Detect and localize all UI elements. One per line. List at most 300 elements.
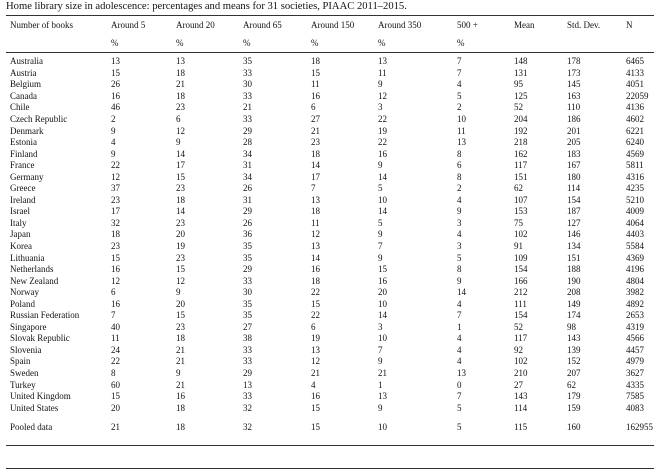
table-caption: Home library size in adolescence: percentages and means for 31 societies, PIAAC 2011–2015. [6, 1, 407, 12]
value-cell: 33 [243, 114, 252, 124]
country-cell: France [10, 160, 35, 171]
value-cell: 5 [457, 252, 462, 263]
pooled-value: 10 [378, 422, 387, 433]
value-cell: 180 [567, 171, 581, 182]
pooled-value: 5 [457, 422, 462, 433]
value-cell: 1 [378, 379, 383, 390]
value-cell: 35 [243, 241, 252, 252]
value-cell: 4051 [626, 79, 644, 90]
value-cell: 22 [378, 114, 387, 124]
value-cell: 20 [176, 298, 185, 309]
value-cell: 4979 [626, 356, 644, 367]
value-cell: 145 [567, 79, 581, 90]
value-cell: 34 [243, 148, 252, 159]
value-cell: 4 [457, 229, 462, 240]
value-cell: 26 [243, 183, 252, 194]
value-cell: 32 [243, 402, 252, 413]
value-cell: 7 [378, 241, 383, 252]
country-cell: Israel [10, 206, 30, 217]
value-cell: 92 [514, 344, 523, 355]
value-cell: 21 [176, 379, 185, 390]
value-cell: 12 [311, 356, 320, 367]
value-cell: 2 [111, 114, 116, 124]
value-cell: 11 [111, 333, 120, 344]
table-row [6, 114, 654, 126]
pooled-value: 32 [243, 422, 252, 433]
value-cell: 205 [567, 137, 581, 148]
value-cell: 3 [457, 217, 462, 228]
value-cell: 15 [176, 171, 185, 182]
value-cell: 186 [567, 114, 581, 124]
country-cell: Czech Republic [10, 114, 68, 124]
value-cell: 13 [457, 368, 466, 379]
column-header: N [626, 19, 633, 30]
value-cell: 154 [514, 264, 528, 275]
value-cell: 10 [378, 298, 387, 309]
value-cell: 11 [311, 217, 320, 228]
value-cell: 14 [311, 252, 320, 263]
value-cell: 21 [243, 102, 252, 113]
value-cell: 134 [567, 241, 581, 252]
value-cell: 174 [567, 310, 581, 321]
value-cell: 23 [176, 102, 185, 113]
value-cell: 3 [457, 241, 462, 252]
value-cell: 173 [567, 67, 581, 78]
value-cell: 3982 [626, 287, 644, 298]
value-cell: 167 [567, 160, 581, 171]
table-row [6, 252, 654, 264]
unit-cell: % [311, 37, 319, 48]
value-cell: 36 [243, 229, 252, 240]
pooled-value: 21 [111, 422, 120, 433]
value-cell: 35 [243, 56, 252, 67]
value-cell: 6465 [626, 56, 644, 67]
value-cell: 5 [378, 183, 383, 194]
value-cell: 15 [311, 402, 320, 413]
table-row [6, 287, 654, 299]
pooled-row [6, 418, 654, 438]
value-cell: 187 [567, 206, 581, 217]
value-cell: 40 [111, 321, 120, 332]
value-cell: 163 [567, 90, 581, 101]
table-row [6, 125, 654, 137]
value-cell: 4196 [626, 264, 644, 275]
unit-cell: % [457, 37, 465, 48]
column-header: 500 + [457, 19, 478, 30]
value-cell: 17 [111, 206, 120, 217]
value-cell: 4335 [626, 379, 644, 390]
table-row [6, 391, 654, 403]
value-cell: 9 [176, 287, 181, 298]
country-cell: Belgium [10, 79, 41, 90]
value-cell: 125 [514, 90, 528, 101]
value-cell: 29 [243, 206, 252, 217]
value-cell: 4369 [626, 252, 644, 263]
value-cell: 154 [567, 194, 581, 205]
value-cell: 9 [111, 148, 116, 159]
value-cell: 12 [176, 125, 185, 136]
value-cell: 23 [176, 183, 185, 194]
value-cell: 8 [457, 264, 462, 275]
value-cell: 15 [311, 67, 320, 78]
value-cell: 75 [514, 217, 523, 228]
value-cell: 62 [567, 379, 576, 390]
table-row [6, 56, 654, 68]
table-row [6, 137, 654, 149]
value-cell: 114 [567, 183, 581, 194]
value-cell: 4083 [626, 402, 644, 413]
value-cell: 153 [514, 206, 528, 217]
table-row [6, 229, 654, 241]
value-cell: 15 [111, 252, 120, 263]
country-cell: Finland [10, 148, 38, 159]
table-row [6, 160, 654, 172]
value-cell: 9 [111, 125, 116, 136]
value-cell: 16 [311, 391, 320, 402]
value-cell: 5 [457, 90, 462, 101]
value-cell: 13 [311, 194, 320, 205]
table-row [6, 171, 654, 183]
value-cell: 19 [176, 241, 185, 252]
country-cell: Spain [10, 356, 31, 367]
value-cell: 21 [311, 368, 320, 379]
value-cell: 17 [311, 171, 320, 182]
value-cell: 9 [176, 137, 181, 148]
value-cell: 14 [378, 310, 387, 321]
value-cell: 4 [457, 333, 462, 344]
value-cell: 33 [243, 344, 252, 355]
unit-row [6, 34, 654, 52]
value-cell: 23 [311, 137, 320, 148]
value-cell: 9 [457, 206, 462, 217]
value-cell: 210 [514, 368, 528, 379]
value-cell: 208 [567, 287, 581, 298]
value-cell: 107 [514, 194, 528, 205]
value-cell: 35 [243, 252, 252, 263]
value-cell: 31 [243, 194, 252, 205]
table-row [6, 298, 654, 310]
value-cell: 52 [514, 102, 523, 113]
value-cell: 9 [378, 79, 383, 90]
value-cell: 8 [111, 368, 116, 379]
value-cell: 5 [457, 402, 462, 413]
value-cell: 95 [514, 79, 523, 90]
value-cell: 19 [311, 333, 320, 344]
value-cell: 9 [378, 402, 383, 413]
table-row [6, 402, 654, 414]
value-cell: 114 [514, 402, 528, 413]
value-cell: 190 [567, 275, 581, 286]
value-cell: 4 [457, 194, 462, 205]
value-cell: 151 [514, 171, 528, 182]
value-cell: 18 [111, 229, 120, 240]
value-cell: 37 [111, 183, 120, 194]
value-cell: 7 [111, 310, 116, 321]
table-row [6, 368, 654, 380]
value-cell: 6 [457, 160, 462, 171]
column-header: Around 350 [378, 19, 422, 30]
value-cell: 98 [567, 321, 576, 332]
value-cell: 162 [514, 148, 528, 159]
value-cell: 7 [378, 344, 383, 355]
column-header: Around 20 [176, 19, 215, 30]
value-cell: 27 [243, 321, 252, 332]
value-cell: 7 [457, 67, 462, 78]
value-cell: 23 [176, 321, 185, 332]
value-cell: 11 [311, 79, 320, 90]
value-cell: 9 [378, 356, 383, 367]
value-cell: 10 [378, 333, 387, 344]
table-row [6, 379, 654, 391]
value-cell: 102 [514, 356, 528, 367]
table-row [6, 322, 654, 334]
value-cell: 6240 [626, 137, 644, 148]
value-cell: 13 [311, 241, 320, 252]
table-row [6, 68, 654, 80]
country-cell: Korea [10, 241, 32, 252]
value-cell: 21 [176, 344, 185, 355]
table-row [6, 241, 654, 253]
value-cell: 12 [111, 171, 120, 182]
pooled-value: 162955 [626, 422, 653, 433]
value-cell: 14 [378, 206, 387, 217]
value-cell: 8 [457, 148, 462, 159]
value-cell: 146 [567, 229, 581, 240]
value-cell: 3 [378, 102, 383, 113]
value-cell: 12 [176, 275, 185, 286]
value-cell: 2 [457, 102, 462, 113]
value-cell: 14 [378, 171, 387, 182]
value-cell: 18 [176, 194, 185, 205]
unit-cell: % [176, 37, 184, 48]
value-cell: 18 [176, 90, 185, 101]
value-cell: 13 [176, 56, 185, 67]
value-cell: 6 [111, 287, 116, 298]
value-cell: 4566 [626, 333, 644, 344]
value-cell: 6221 [626, 125, 644, 136]
country-cell: Denmark [10, 125, 44, 136]
country-cell: Chile [10, 102, 30, 113]
value-cell: 13 [457, 137, 466, 148]
value-cell: 201 [567, 125, 581, 136]
value-cell: 15 [378, 264, 387, 275]
value-cell: 46 [111, 102, 120, 113]
country-cell: Slovenia [10, 344, 42, 355]
value-cell: 15 [111, 67, 120, 78]
table-row [6, 356, 654, 368]
value-cell: 15 [111, 391, 120, 402]
value-cell: 35 [243, 310, 252, 321]
country-cell: Lithuania [10, 252, 45, 263]
table-row [6, 310, 654, 322]
value-cell: 5811 [626, 160, 644, 171]
value-cell: 23 [111, 194, 120, 205]
country-cell: Norway [10, 287, 39, 298]
table-row [6, 275, 654, 287]
value-cell: 33 [243, 90, 252, 101]
country-cell: Netherlands [10, 264, 54, 275]
value-cell: 4569 [626, 148, 644, 159]
value-cell: 10 [378, 194, 387, 205]
value-cell: 111 [514, 298, 527, 309]
value-cell: 30 [243, 79, 252, 90]
value-cell: 7 [457, 310, 462, 321]
unit-cell [622, 34, 654, 52]
value-cell: 5584 [626, 241, 644, 252]
country-cell: Sweden [10, 368, 39, 379]
value-cell: 4064 [626, 217, 644, 228]
column-header: Std. Dev. [567, 19, 601, 30]
value-cell: 34 [243, 171, 252, 182]
table-row [6, 333, 654, 345]
value-cell: 1 [457, 321, 462, 332]
column-header: Around 5 [111, 19, 146, 30]
value-cell: 11 [457, 125, 466, 136]
value-cell: 110 [567, 102, 581, 113]
value-cell: 4009 [626, 206, 644, 217]
value-cell: 14 [457, 287, 466, 298]
country-cell: Poland [10, 298, 36, 309]
value-cell: 4 [457, 356, 462, 367]
value-cell: 16 [111, 298, 120, 309]
value-cell: 21 [378, 368, 387, 379]
value-cell: 22 [311, 310, 320, 321]
value-cell: 192 [514, 125, 528, 136]
value-cell: 204 [514, 114, 528, 124]
value-cell: 16 [176, 391, 185, 402]
table-row [6, 91, 654, 103]
value-cell: 14 [176, 206, 185, 217]
value-cell: 151 [567, 252, 581, 263]
value-cell: 20 [176, 229, 185, 240]
table-row [6, 79, 654, 91]
value-cell: 33 [243, 391, 252, 402]
value-cell: 91 [514, 241, 523, 252]
value-cell: 22059 [626, 90, 649, 101]
column-header: Number of books [10, 19, 73, 30]
value-cell: 143 [567, 333, 581, 344]
pooled-value: 160 [567, 422, 581, 433]
country-cell: Estonia [10, 137, 37, 148]
value-cell: 13 [378, 391, 387, 402]
value-cell: 179 [567, 391, 581, 402]
value-cell: 29 [243, 125, 252, 136]
value-cell: 38 [243, 333, 252, 344]
value-cell: 16 [378, 275, 387, 286]
value-cell: 4892 [626, 298, 644, 309]
value-cell: 6 [176, 114, 181, 124]
value-cell: 29 [243, 264, 252, 275]
value-cell: 4602 [626, 114, 644, 124]
value-cell: 18 [176, 67, 185, 78]
country-cell: Austria [10, 67, 37, 78]
value-cell: 13 [243, 379, 252, 390]
value-cell: 21 [176, 356, 185, 367]
table-row [6, 102, 654, 114]
value-cell: 33 [243, 275, 252, 286]
value-cell: 3627 [626, 368, 644, 379]
value-cell: 139 [567, 344, 581, 355]
value-cell: 4316 [626, 171, 644, 182]
country-cell: Russian Federation [10, 310, 80, 321]
value-cell: 183 [567, 148, 581, 159]
value-cell: 16 [111, 264, 120, 275]
value-cell: 4 [111, 137, 116, 148]
value-cell: 28 [243, 137, 252, 148]
value-cell: 12 [311, 229, 320, 240]
column-header: Around 65 [243, 19, 282, 30]
country-cell: Ireland [10, 194, 36, 205]
unit-cell [6, 34, 107, 52]
value-cell: 0 [457, 379, 462, 390]
value-cell: 18 [176, 402, 185, 413]
value-cell: 23 [176, 217, 185, 228]
pooled-value: 115 [514, 422, 528, 433]
value-cell: 5210 [626, 194, 644, 205]
value-cell: 33 [243, 67, 252, 78]
pooled-value: 15 [311, 422, 320, 433]
value-cell: 218 [514, 137, 528, 148]
value-cell: 62 [514, 183, 523, 194]
table-row [6, 218, 654, 230]
value-cell: 18 [311, 275, 320, 286]
value-cell: 23 [176, 252, 185, 263]
country-cell: Germany [10, 171, 44, 182]
value-cell: 4 [311, 379, 316, 390]
country-cell: Canada [10, 90, 37, 101]
pooled-label: Pooled data [10, 422, 53, 433]
country-cell: Japan [10, 229, 31, 240]
value-cell: 12 [111, 275, 120, 286]
value-cell: 212 [514, 287, 528, 298]
value-cell: 26 [243, 217, 252, 228]
value-cell: 9 [378, 252, 383, 263]
value-cell: 24 [111, 344, 120, 355]
unit-cell [563, 34, 622, 52]
value-cell: 35 [243, 298, 252, 309]
value-cell: 15 [311, 298, 320, 309]
value-cell: 14 [311, 160, 320, 171]
value-cell: 14 [176, 148, 185, 159]
value-cell: 10 [457, 114, 466, 124]
value-cell: 5 [378, 217, 383, 228]
table-row [6, 148, 654, 160]
value-cell: 7585 [626, 391, 644, 402]
value-cell: 23 [111, 241, 120, 252]
value-cell: 152 [567, 356, 581, 367]
value-cell: 27 [311, 114, 320, 124]
value-cell: 12 [378, 90, 387, 101]
value-cell: 27 [514, 379, 523, 390]
value-cell: 18 [311, 148, 320, 159]
value-cell: 4133 [626, 67, 644, 78]
library-size-table [6, 16, 654, 438]
value-cell: 131 [514, 67, 528, 78]
value-cell: 9 [378, 229, 383, 240]
unit-cell: % [111, 37, 119, 48]
value-cell: 4457 [626, 344, 644, 355]
value-cell: 9 [176, 368, 181, 379]
table-row [6, 345, 654, 357]
value-cell: 143 [514, 391, 528, 402]
country-cell: Turkey [10, 379, 36, 390]
value-cell: 4319 [626, 321, 644, 332]
value-cell: 33 [243, 356, 252, 367]
value-cell: 29 [243, 368, 252, 379]
value-cell: 13 [111, 56, 120, 67]
country-cell: Italy [10, 217, 27, 228]
value-cell: 26 [111, 79, 120, 90]
